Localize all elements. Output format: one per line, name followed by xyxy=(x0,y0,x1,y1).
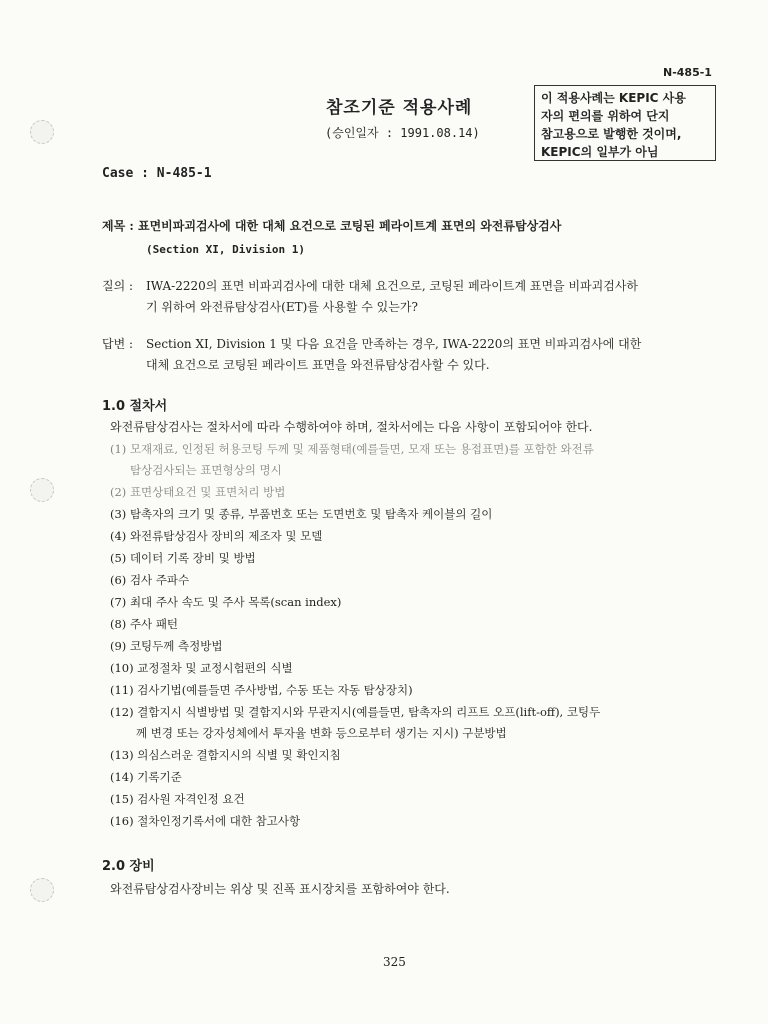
question xyxy=(102,276,638,318)
answer xyxy=(102,334,641,376)
section-heading-equipment: 2.0 장비 xyxy=(102,859,155,874)
procedure-item: (13) 의심스러운 결함지시의 식별 및 확인지침 xyxy=(110,748,341,762)
procedure-intro: 와전류탐상검사는 절차서에 따라 수행하여야 하며, 절차서에는 다음 사항이 포함되어야 한다. xyxy=(110,420,593,434)
question-text: IWA-2220의 표면 비파괴검사에 대한 대체 요건으로, 코팅된 페라이트계 표면을 비파괴검사하 xyxy=(146,279,639,293)
notice-line: 자의 편의를 위하여 단지 xyxy=(541,109,670,123)
procedure-item: (15) 검사원 자격인정 요건 xyxy=(110,792,245,806)
notice-line: 참고용으로 발행한 것이며, xyxy=(541,127,682,141)
procedure-item: (8) 주사 패턴 xyxy=(110,617,179,631)
procedure-item: (11) 검사기법(예를들면 주사방법, 수동 또는 자동 탐상장치) xyxy=(110,683,413,697)
notice-line: 이 적용사례는 KEPIC 사용 xyxy=(541,91,686,105)
page-title: 참조기준 적용사례 xyxy=(326,98,473,118)
procedure-item: (6) 검사 주파수 xyxy=(110,573,190,587)
question-label: 질의 : xyxy=(102,279,134,293)
answer-text: Section XI, Division 1 및 다음 요건을 만족하는 경우, IWA-2220의 표면 비파괴검사에 대한 xyxy=(146,337,642,351)
procedure-item: (4) 와전류탐상검사 장비의 제조자 및 모델 xyxy=(110,529,323,543)
section-heading-procedure: 1.0 절차서 xyxy=(102,399,168,414)
procedure-item: (3) 탐촉자의 크기 및 종류, 부품번호 또는 도면번호 및 탐촉자 케이블의 길이 xyxy=(110,507,493,521)
subject-text: 표면비파괴검사에 대한 대체 요건으로 코팅된 페라이트계 표면의 와전류탐상검사 xyxy=(137,219,562,233)
binder-hole xyxy=(30,120,54,144)
document-id: N-485-1 xyxy=(663,66,712,79)
procedure-item: (7) 최대 주사 속도 및 주사 목록(scan index) xyxy=(110,595,342,609)
answer-text-cont: 대체 요건으로 코팅된 페라이트 표면을 와전류탐상검사할 수 있다. xyxy=(146,358,490,372)
answer-label: 답변 : xyxy=(102,337,134,351)
procedure-item: (5) 데이터 기록 장비 및 방법 xyxy=(110,551,256,565)
question-text-cont: 기 위하여 와전류탐상검사(ET)를 사용할 수 있는가? xyxy=(146,300,418,314)
procedure-item: (10) 교정절차 및 교정시험편의 식별 xyxy=(110,661,293,675)
notice-box xyxy=(534,85,716,161)
subject xyxy=(102,214,561,262)
equipment-intro: 와전류탐상검사장비는 위상 및 진폭 표시장치를 포함하여야 한다. xyxy=(110,882,450,896)
subject-scope: (Section XI, Division 1) xyxy=(146,243,305,256)
subject-label: 제목 : xyxy=(102,219,134,233)
procedure-item: (1) 모재재료, 인정된 허용코팅 두께 및 제품형태(예를들면, 모재 또는 용접표면)를 포함한 와전류 xyxy=(110,442,594,456)
procedure-item: (2) 표면상태요건 및 표면처리 방법 xyxy=(110,485,286,499)
binder-hole xyxy=(30,878,54,902)
procedure-item: (14) 기록기준 xyxy=(110,770,182,784)
procedure-item: 께 변경 또는 강자성체에서 투자율 변화 등으로부터 생기는 지시) 구분방법 xyxy=(136,726,507,740)
approval-date: (승인일자 : 1991.08.14) xyxy=(325,126,480,140)
case-number: Case : N-485-1 xyxy=(102,166,212,181)
notice-line: KEPIC의 일부가 아님 xyxy=(541,145,659,159)
page-number: 325 xyxy=(383,955,406,969)
procedure-item: (12) 결함지시 식별방법 및 결함지시와 무관지시(예를들면, 탐촉자의 리프트 오프(lift-off), 코팅두 xyxy=(110,705,601,719)
procedure-item: (9) 코팅두께 측정방법 xyxy=(110,639,223,653)
procedure-item: 탐상검사되는 표면형상의 명시 xyxy=(130,463,282,477)
procedure-item: (16) 절차인정기록서에 대한 참고사항 xyxy=(110,814,301,828)
binder-hole xyxy=(30,478,54,502)
